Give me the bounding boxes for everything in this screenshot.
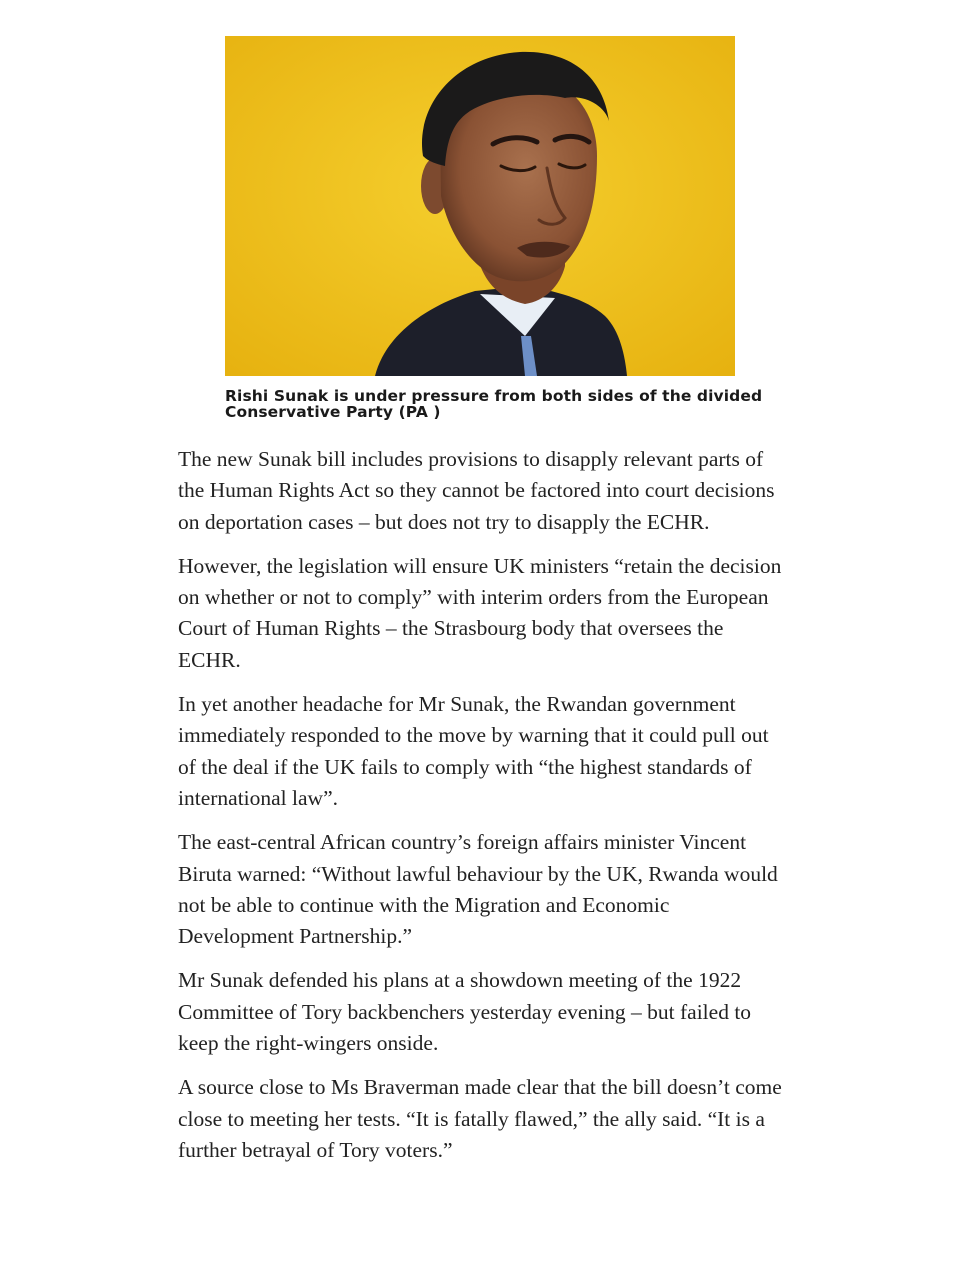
paragraph: However, the legislation will ensure UK ministers “retain the decision on whether or not to comply” with interim orders from the European Court of Human Rights – the Strasbourg body that oversees the ECHR. [178,553,782,672]
paragraph: The east-central African country’s foreign affairs minister Vincent Biruta warned: “Without lawful behaviour by the UK, Rwanda would not be able to continue with the Migration and Economic Development Partnership.” [178,830,778,949]
paragraph: The new Sunak bill includes provisions to disapply relevant parts of the Human Rights Act so they cannot be factored into court decisions on deportation cases – but does not try to disapply the ECHR. [178,447,775,534]
photo-caption: Rishi Sunak is under pressure from both sides of the divided Conservative Party (PA ) [225,387,763,421]
article-photo [225,36,735,376]
article-body [178,444,788,1179]
paragraph: Mr Sunak defended his plans at a showdown meeting of the 1922 Committee of Tory backbenchers yesterday evening – but failed to keep the right-wingers onside. [178,968,752,1056]
paragraph: A source close to Ms Braverman made clear that the bill doesn’t come close to meeting her tests. “It is fatally flawed,” the ally said. “It is a further betrayal of Tory voters.” [178,1075,782,1162]
paragraph: In yet another headache for Mr Sunak, the Rwandan government immediately responded to the move by warning that it could pull out of the deal if the UK fails to comply with “the highest standards of international law”. [178,692,769,810]
portrait-photo-icon [225,36,735,376]
